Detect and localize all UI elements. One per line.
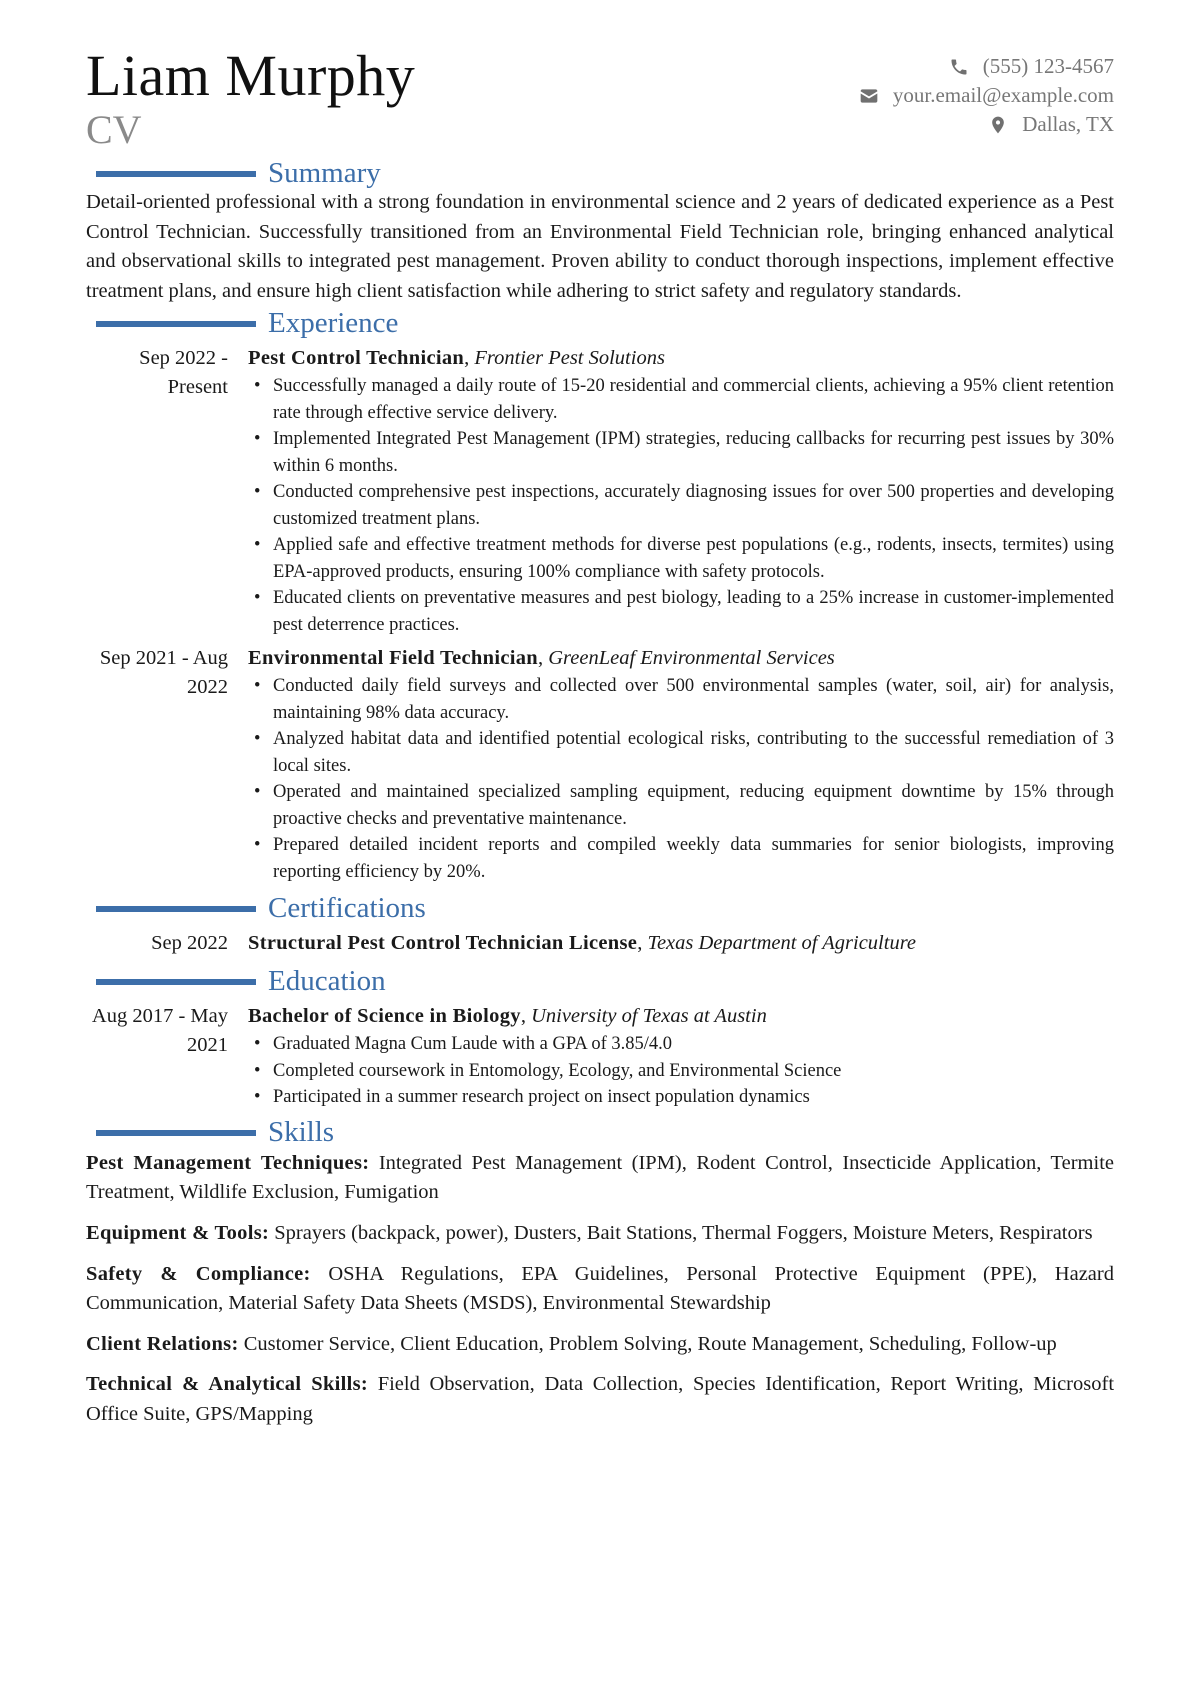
entry-title: Bachelor of Science in Biology, University of Texas at Austin: [248, 1005, 767, 1028]
skill-values: Integrated Pest Management (IPM), Rodent Control, Insecticide Application, Termite Treatment, Wildlife Exclusion, Fumigation: [86, 1151, 1114, 1204]
entry-date: Sep 2022: [151, 932, 228, 955]
list-item: • Analyzed habitat data and identified potential ecological risks, contributing to the successful remediation of 3 local sites.: [248, 726, 1114, 779]
contact-block: [859, 52, 1114, 139]
skill-values: Customer Service, Client Education, Problem Solving, Route Management, Scheduling, Follow-up: [243, 1332, 1057, 1355]
employer: GreenLeaf Environmental Services: [548, 647, 835, 670]
section-accent-bar: [96, 321, 256, 327]
section-certifications-header: [86, 893, 1114, 923]
job-title: Environmental Field Technician: [248, 647, 538, 670]
entry-title: Pest Control Technician, Frontier Pest Solutions: [248, 347, 665, 370]
certification-title: Structural Pest Control Technician License: [248, 932, 638, 955]
list-item: • Applied safe and effective treatment methods for diverse pest populations (e.g., rodents, insects, termites) using EPA-approved products, ensuring 100% compliance with safety protocols.: [248, 532, 1114, 585]
entry-date: Sep 2021 - Aug 2022: [99, 647, 228, 699]
entry-title: Structural Pest Control Technician License, Texas Department of Agriculture: [248, 932, 917, 955]
section-education-header: [86, 966, 1114, 996]
map-pin-icon: [988, 115, 1008, 135]
section-accent-bar: [96, 906, 256, 912]
contact-email: [859, 81, 1114, 110]
skill-label: Safety & Compliance:: [86, 1262, 311, 1285]
phone-text: (555) 123-4567: [982, 54, 1114, 78]
section-title-experience: Experience: [268, 307, 399, 340]
list-item: • Educated clients on preventative measures and pest biology, leading to a 25% increase in customer-implemented pest deterrence practices.: [248, 585, 1114, 638]
certification-entry: [86, 929, 1114, 958]
skill-item: [86, 1330, 1114, 1360]
entry-date: Sep 2022 - Present: [139, 347, 228, 399]
list-item: • Completed coursework in Entomology, Ecology, and Environmental Science: [248, 1058, 1114, 1085]
bullet-list: [248, 1031, 1114, 1111]
header: [86, 44, 1114, 156]
bullet-list: [248, 673, 1114, 885]
employer: Frontier Pest Solutions: [474, 347, 665, 370]
section-title-summary: Summary: [268, 157, 381, 189]
degree-title: Bachelor of Science in Biology: [248, 1005, 521, 1028]
section-accent-bar: [96, 1130, 256, 1136]
person-name: Liam Murphy: [86, 43, 416, 108]
institution: University of Texas at Austin: [531, 1005, 767, 1028]
skill-label: Client Relations:: [86, 1332, 239, 1355]
skill-item: [86, 1370, 1114, 1429]
contact-location: [859, 110, 1114, 139]
bullet-list: [248, 373, 1114, 638]
skill-item: [86, 1260, 1114, 1319]
section-summary-header: [86, 158, 1114, 188]
issuer: Texas Department of Agriculture: [647, 932, 917, 955]
section-title-certifications: Certifications: [268, 892, 426, 925]
section-title-skills: Skills: [268, 1115, 335, 1148]
document-subtitle: CV: [86, 107, 142, 152]
list-item: • Successfully managed a daily route of 15-20 residential and commercial clients, achieving a 95% client retention rate through effective service delivery.: [248, 373, 1114, 426]
section-experience-header: [86, 308, 1114, 338]
contact-phone: [859, 52, 1114, 81]
experience-entry: [86, 344, 1114, 638]
envelope-icon: [859, 86, 879, 106]
section-skills-header: [86, 1117, 1114, 1147]
education-entry: [86, 1002, 1114, 1111]
entry-title: Environmental Field Technician, GreenLeaf Environmental Services: [248, 647, 835, 670]
job-title: Pest Control Technician: [248, 347, 465, 370]
skill-item: [86, 1149, 1114, 1208]
skill-values: Field Observation, Data Collection, Species Identification, Report Writing, Microsoft Office Suite, GPS/Mapping: [86, 1373, 1115, 1426]
skill-label: Pest Management Techniques:: [86, 1151, 370, 1174]
list-item: • Participated in a summer research project on insect population dynamics: [248, 1084, 1114, 1111]
section-title-education: Education: [268, 965, 386, 998]
list-item: • Graduated Magna Cum Laude with a GPA of 3.85/4.0: [248, 1031, 1114, 1058]
location-text: Dallas, TX: [1022, 112, 1114, 136]
list-item: • Implemented Integrated Pest Management (IPM) strategies, reducing callbacks for recurring pest issues by 30% within 6 months.: [248, 426, 1114, 479]
list-item: • Conducted comprehensive pest inspections, accurately diagnosing issues for over 500 properties and developing customized treatment plans.: [248, 479, 1114, 532]
section-accent-bar: [96, 171, 256, 177]
list-item: • Operated and maintained specialized sampling equipment, reducing equipment downtime by 15% through proactive checks and preventative maintenance.: [248, 779, 1114, 832]
section-accent-bar: [96, 979, 256, 985]
list-item: • Conducted daily field surveys and collected over 500 environmental samples (water, soil, air) for analysis, maintaining 98% data accuracy.: [248, 673, 1114, 726]
skill-label: Equipment & Tools:: [86, 1222, 270, 1245]
phone-icon: [949, 57, 969, 77]
entry-date: Aug 2017 - May 2021: [91, 1005, 228, 1057]
skill-values: Sprayers (backpack, power), Dusters, Bait Stations, Thermal Foggers, Moisture Meters, Respirators: [274, 1222, 1093, 1245]
summary-text: Detail-oriented professional with a strong foundation in environmental science and 2 years of dedicated experience as a Pest Control Technician. Successfully transitioned from an Environmental Field Technician role, bringing enhanced analytical and observational skills to integrated pest management. Proven ability to conduct thorough inspections, implement effective treatment plans, and ensure high client satisfaction while adhering to strict safety and regulatory standards.: [86, 191, 1114, 302]
skill-label: Technical & Analytical Skills:: [86, 1373, 369, 1396]
experience-entry: [86, 644, 1114, 885]
skills-list: [86, 1149, 1114, 1430]
skill-item: [86, 1219, 1114, 1249]
skill-values: OSHA Regulations, EPA Guidelines, Personal Protective Equipment (PPE), Hazard Communication, Material Safety Data Sheets (MSDS), Environmental Stewardship: [86, 1262, 1114, 1315]
email-link[interactable]: your.email@example.com: [892, 83, 1114, 107]
list-item: • Prepared detailed incident reports and compiled weekly data summaries for senior biologists, improving reporting efficiency by 20%.: [248, 832, 1114, 885]
